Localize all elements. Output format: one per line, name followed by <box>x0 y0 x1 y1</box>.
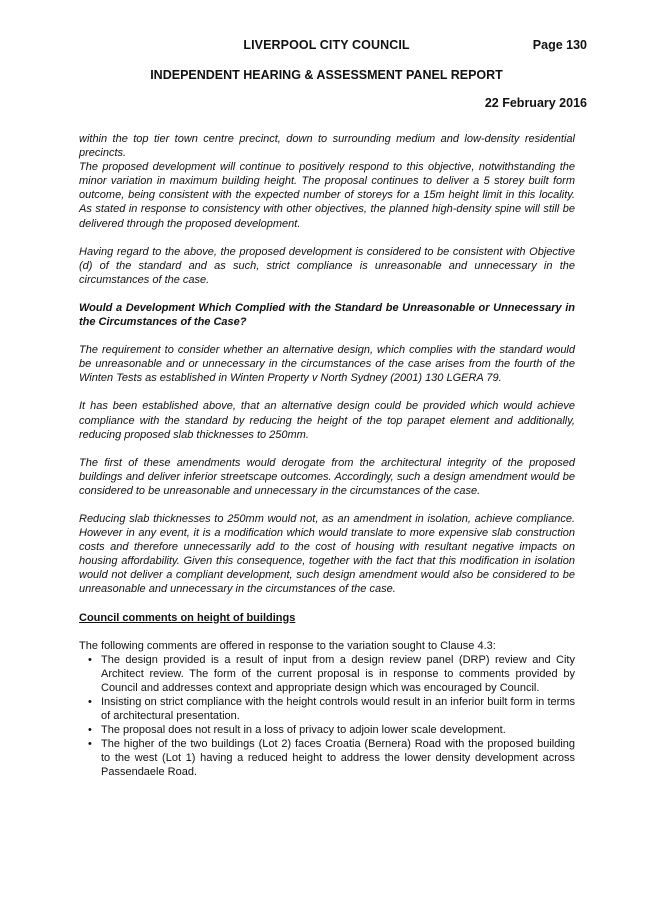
list-item <box>88 737 575 779</box>
document-body <box>79 132 575 780</box>
bullet-icon: • <box>88 696 92 708</box>
section-heading-unreasonable: Would a Development Which Complied with the Standard be Unreasonable or Unnecessary in the Circumstances of the Case? <box>79 301 575 329</box>
bullet-icon: • <box>88 724 92 737</box>
header-council-name: LIVERPOOL CITY COUNCIL <box>243 38 410 52</box>
paragraph-winten-tests: The requirement to consider whether an alternative design, which complies with the standard would be unreasonable and or unnecessary in the circumstances of the case arises from the fourth of the Winten Tests as established in Winten Property v North Sydney (2001) 130 LGERA 79. <box>79 344 575 385</box>
list-item <box>88 695 575 723</box>
paragraph-slab-thickness: Reducing slab thicknesses to 250mm would not, as an amendment in isolation, achieve compliance. However in any event, it is a modification which would translate to more expensive slab construction costs and therefore unnecessarily add to the cost of housing with resultant negative impacts on housing affordability. Given this consequence, together with the fact that this modification in isolation would not deliver a compliant development, such design amendment would also be considered to be unreasonable and unnecessary in the circumstances of the case. <box>79 512 575 596</box>
list-item <box>88 723 575 737</box>
bullet-icon: • <box>88 738 92 751</box>
header-report-title: INDEPENDENT HEARING & ASSESSMENT PANEL REPORT <box>150 68 503 82</box>
list-item-text: The higher of the two buildings (Lot 2) faces Croatia (Bernera) Road with the proposed building to the west (Lot 1) having a reduced height to address the lower density development across Passendaele Road. <box>101 738 575 779</box>
council-comments-list <box>79 653 575 780</box>
paragraph-objective-response: The proposed development will continue to positively respond to this objective, notwithstanding the minor variation in maximum building height. The proposal continues to deliver a 5 storey built form outcome, being consistent with the expected number of storeys for a 15m height limit in this locality. As stated in response to consistency with other objectives, the planned high-density spine will still be delivered through the proposed development. <box>79 161 575 230</box>
list-item-text: The proposal does not result in a loss of privacy to adjoin lower scale development. <box>101 724 506 737</box>
list-item-text: The design provided is a result of input from a design review panel (DRP) review and City Architect review. The form of the current proposal is in response to comments provided by Council and addresses context and appropriate design which was encouraged by Council. <box>101 653 575 694</box>
section-heading-council-comments: Council comments on height of buildings <box>79 611 296 624</box>
list-item <box>88 653 575 695</box>
list-item-text: Insisting on strict compliance with the height controls would result in an inferior built form in terms of architectural presentation. <box>101 696 575 723</box>
paragraph-alternative-design: It has been established above, that an alternative design could be provided which would achieve compliance with the standard by reducing the height of the top parapet element and additionally, reducing proposed slab thicknesses to 250mm. <box>79 400 575 441</box>
paragraph-precinct-continuation: within the top tier town centre precinct, down to surrounding medium and low-density residential precincts. <box>79 133 575 160</box>
header-page-number: Page 130 <box>532 38 587 52</box>
header-date: 22 February 2016 <box>484 96 587 110</box>
paragraph-objective-d-conclusion: Having regard to the above, the proposed development is considered to be consistent with Objective (d) of the standard and as such, strict compliance is unreasonable and unnecessary in the circumstances of the case. <box>79 245 575 286</box>
bullet-icon: • <box>88 653 92 666</box>
paragraph-comments-intro: The following comments are offered in response to the variation sought to Clause 4.3: <box>79 639 496 652</box>
paragraph-first-amendment: The first of these amendments would derogate from the architectural integrity of the proposed buildings and deliver inferior streetscape outcomes. Accordingly, such a design amendment would be considered to be unreasonable and unnecessary in the circumstances of the case. <box>79 456 575 497</box>
